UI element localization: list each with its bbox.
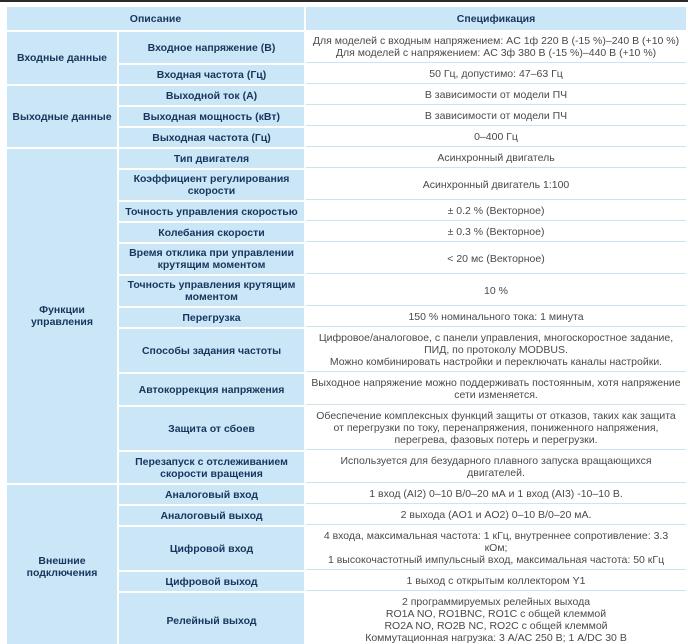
specification-line: 1 вход (AI2) 0–10 В/0–20 мА и 1 вход (AI3) -10–10 В. bbox=[369, 488, 623, 500]
specification-cell bbox=[306, 485, 686, 504]
table-row bbox=[7, 149, 686, 168]
specification-cell bbox=[306, 128, 686, 147]
table-body bbox=[7, 32, 686, 644]
specification-line: В зависимости от модели ПЧ bbox=[424, 110, 568, 122]
parameter-cell: Перезапуск с отслеживанием скорости вращения bbox=[119, 452, 304, 483]
specification-cell bbox=[306, 202, 686, 221]
specification-cell bbox=[306, 86, 686, 105]
specification-line: RO2A NO, RO2B NC, RO2C с общей клеммой bbox=[384, 620, 608, 632]
specification-line: 150 % номинального тока: 1 минута bbox=[408, 311, 584, 323]
specification-line: Коммутационная нагрузка: 3 А/AC 250 В; 1 А/DC 30 В bbox=[365, 632, 627, 644]
parameter-cell: Выходная частота (Гц) bbox=[119, 128, 304, 147]
parameter-cell: Входное напряжение (В) bbox=[119, 32, 304, 63]
specification-cell bbox=[306, 32, 686, 63]
specification-line: Можно комбинировать настройки и переключать каналы настройки. bbox=[329, 356, 663, 368]
specification-cell bbox=[306, 244, 686, 274]
parameter-cell: Защита от сбоев bbox=[119, 407, 304, 450]
specification-cell bbox=[306, 170, 686, 200]
specification-line: Обеспечение комплексных функций защиты от отказов, таких как защита от перегрузки по току, перенапряжения, пониженного напряжения, перегрева, фазовых потерь и перегрузки. bbox=[316, 410, 676, 446]
specification-cell bbox=[306, 506, 686, 525]
specification-cell bbox=[306, 329, 686, 372]
parameter-cell: Выходной ток (А) bbox=[119, 86, 304, 105]
specification-cell bbox=[306, 374, 686, 405]
specification-line: Используется для безударного плавного запуска вращающихся двигателей. bbox=[340, 455, 652, 479]
specification-line: 1 выход с открытым коллектором Y1 bbox=[406, 575, 586, 587]
specification-line: Асинхронный двигатель 1:100 bbox=[422, 178, 570, 191]
specification-line: ± 0.3 % (Векторное) bbox=[447, 226, 545, 238]
table-row bbox=[7, 32, 686, 63]
parameter-cell: Релейный выход bbox=[119, 593, 304, 644]
parameter-cell: Входная частота (Гц) bbox=[119, 65, 304, 84]
parameter-cell: Коэффициент регулирования скорости bbox=[119, 170, 304, 200]
parameter-cell: Колебания скорости bbox=[119, 223, 304, 242]
table-row bbox=[7, 485, 686, 504]
specification-cell bbox=[306, 65, 686, 84]
parameter-cell: Точность управления скоростью bbox=[119, 202, 304, 221]
header-row bbox=[7, 7, 686, 30]
specification-line: 2 выхода (AO1 и AO2) 0–10 В/0–20 мА. bbox=[400, 509, 592, 521]
group-cell: Внешние подключения bbox=[7, 485, 117, 644]
specification-line: Асинхронный двигатель bbox=[437, 152, 555, 164]
specification-line: 4 входа, максимальная частота: 1 кГц, внутреннее сопротивление: 3.3 кОм; bbox=[323, 530, 669, 554]
parameter-cell: Цифровой вход bbox=[119, 527, 304, 570]
table-row bbox=[7, 86, 686, 105]
parameter-cell: Выходная мощность (кВт) bbox=[119, 107, 304, 126]
specification-line: В зависимости от модели ПЧ bbox=[424, 89, 568, 101]
parameter-cell: Перегрузка bbox=[119, 308, 304, 327]
specification-line: RO1A NO, RO1BNC, RO1C с общей клеммой bbox=[385, 608, 607, 620]
specification-cell bbox=[306, 276, 686, 306]
specification-cell bbox=[306, 407, 686, 450]
header-specification: Спецификация bbox=[306, 7, 686, 30]
specification-cell bbox=[306, 527, 686, 570]
top-border-line bbox=[0, 0, 688, 2]
specification-line: 1 высокочастотный импульсный вход, максимальная частота: 50 кГц bbox=[327, 554, 665, 566]
specification-cell bbox=[306, 593, 686, 644]
header-description: Описание bbox=[7, 7, 304, 30]
specification-table bbox=[5, 5, 688, 644]
group-cell: Входные данные bbox=[7, 32, 117, 84]
parameter-cell: Время отклика при управлении крутящим моментом bbox=[119, 244, 304, 274]
parameter-cell: Цифровой выход bbox=[119, 572, 304, 591]
specification-line: 0–400 Гц bbox=[474, 131, 518, 143]
parameter-cell: Автокоррекция напряжения bbox=[119, 374, 304, 405]
specification-line: < 20 мс (Векторное) bbox=[447, 252, 545, 265]
group-cell: Выходные данные bbox=[7, 86, 117, 147]
group-cell: Функции управления bbox=[7, 149, 117, 483]
specification-line: 10 % bbox=[484, 284, 508, 297]
parameter-cell: Тип двигателя bbox=[119, 149, 304, 168]
specification-line: Для моделей с входным напряжением: AC 1ф 220 В (-15 %)–240 В (+10 %) bbox=[312, 35, 680, 47]
parameter-cell: Аналоговый вход bbox=[119, 485, 304, 504]
specification-cell bbox=[306, 149, 686, 168]
specification-line: Цифровое/аналоговое, с панели управления, многоскоростное задание, ПИД, по протоколу MODBUS. bbox=[318, 332, 674, 356]
specification-cell bbox=[306, 223, 686, 242]
parameter-cell: Аналоговый выход bbox=[119, 506, 304, 525]
specification-line: Выходное напряжение можно поддерживать постоянным, хотя напряжение сети изменяется. bbox=[311, 377, 681, 401]
specification-line: 2 программируемых релейных выхода bbox=[401, 596, 591, 608]
specification-cell bbox=[306, 572, 686, 591]
specification-line: 50 Гц, допустимо: 47–63 Гц bbox=[429, 68, 563, 80]
specification-cell bbox=[306, 107, 686, 126]
specification-cell bbox=[306, 452, 686, 483]
specification-cell bbox=[306, 308, 686, 327]
parameter-cell: Точность управления крутящим моментом bbox=[119, 276, 304, 306]
specification-line: ± 0.2 % (Векторное) bbox=[447, 205, 545, 217]
specification-line: Для моделей с напряжением: AC 3ф 380 В (-15 %)–440 В (+10 %) bbox=[335, 47, 657, 59]
parameter-cell: Способы задания частоты bbox=[119, 329, 304, 372]
